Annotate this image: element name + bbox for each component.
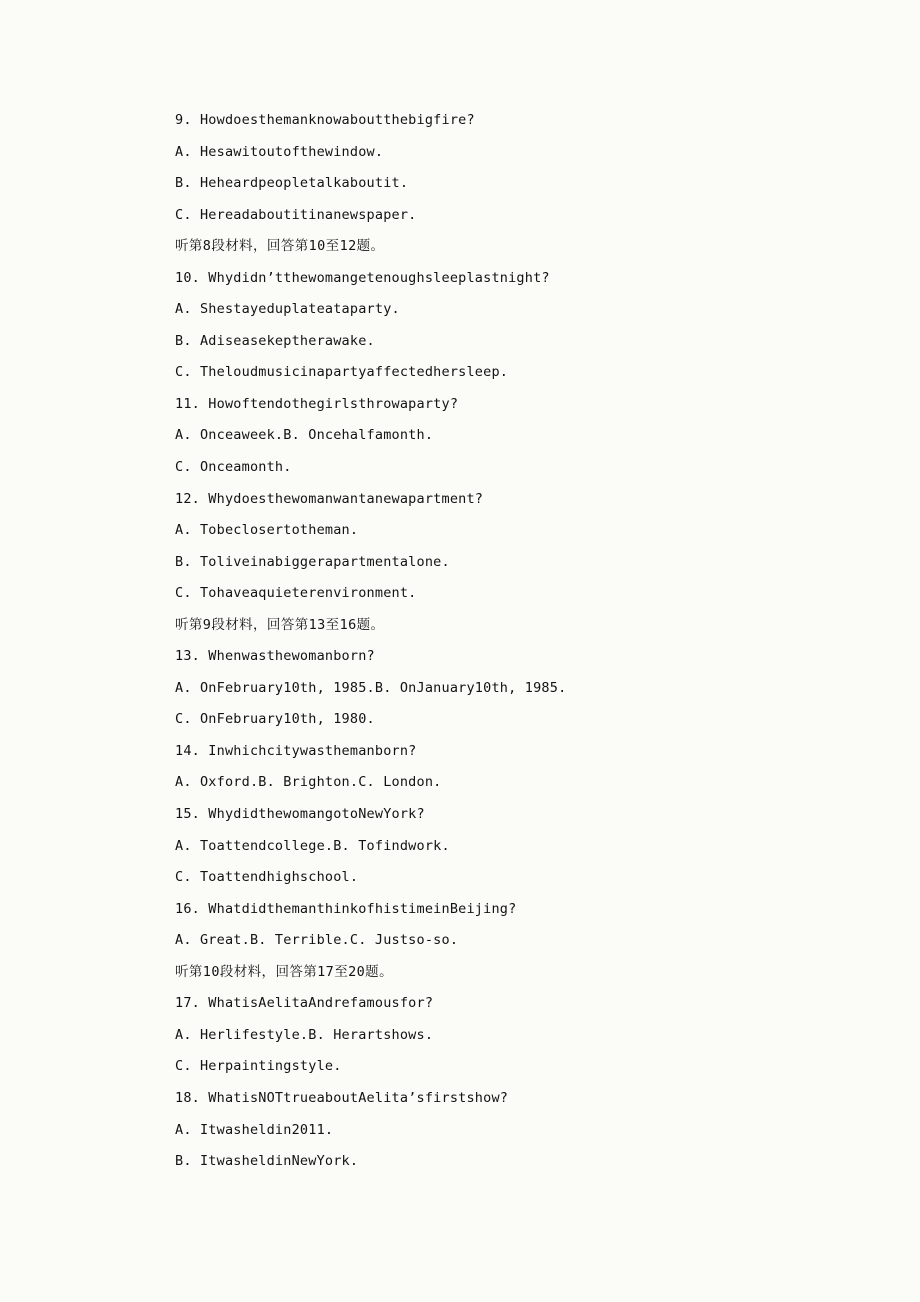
option-line: C. Herpaintingstyle. [175, 1058, 342, 1075]
section-instruction-line: 听第9段材料，回答第13至16题。 [175, 616, 385, 633]
option-line: C. Toattendhighschool. [175, 869, 359, 886]
question-line: 17. WhatisAelitaAndrefamousfor? [175, 995, 434, 1012]
option-line: B. Heheardpeopletalkaboutit. [175, 175, 409, 192]
option-line: A. OnFebruary10th, 1985.B. OnJanuary10th, 1985. [175, 679, 567, 696]
option-line: A. Hesawitoutofthewindow. [175, 143, 384, 160]
option-line: C. Hereadaboutitinanewspaper. [175, 206, 417, 223]
option-line: A. Tobeclosertotheman. [175, 522, 359, 539]
option-line: C. OnFebruary10th, 1980. [175, 711, 375, 728]
option-line: B. Toliveinabiggerapartmentalone. [175, 553, 450, 570]
section-instruction-line: 听第8段材料，回答第10至12题。 [175, 238, 385, 255]
option-line: A. Shestayeduplateataparty. [175, 301, 400, 318]
option-line: A. Itwasheldin2011. [175, 1121, 334, 1138]
question-line: 18. WhatisNOTtrueaboutAelita’sfirstshow? [175, 1089, 509, 1106]
option-line: A. Oxford.B. Brighton.C. London. [175, 774, 442, 791]
question-line: 13. Whenwasthewomanborn? [175, 648, 375, 665]
option-line: A. Herlifestyle.B. Herartshows. [175, 1026, 434, 1043]
option-line: C. Onceamonth. [175, 459, 292, 476]
option-line: C. Theloudmusicinapartyaffectedhersleep. [175, 364, 509, 381]
question-line: 15. WhydidthewomangotoNewYork? [175, 806, 425, 823]
question-line: 14. Inwhichcitywasthemanborn? [175, 742, 417, 759]
question-line: 12. Whydoesthewomanwantanewapartment? [175, 490, 484, 507]
option-line: B. ItwasheldinNewYork. [175, 1153, 359, 1170]
question-line: 9. Howdoesthemanknowaboutthebigfire? [175, 112, 475, 128]
question-list [175, 105, 880, 1178]
question-line: 10. Whydidn’tthewomangetenoughsleeplastnight? [175, 269, 550, 286]
option-line: A. Onceaweek.B. Oncehalfamonth. [175, 427, 434, 444]
question-line: 16. WhatdidthemanthinkofhistimeinBeijing? [175, 900, 517, 917]
question-line: 11. Howoftendothegirlsthrowaparty? [175, 395, 459, 412]
option-line: A. Toattendcollege.B. Tofindwork. [175, 837, 450, 854]
section-instruction-line: 听第10段材料，回答第17至20题。 [175, 963, 393, 980]
option-line: C. Tohaveaquieterenvironment. [175, 585, 417, 602]
option-line: A. Great.B. Terrible.C. Justso-so. [175, 932, 459, 949]
option-line: B. Adiseasekeptherawake. [175, 332, 375, 349]
